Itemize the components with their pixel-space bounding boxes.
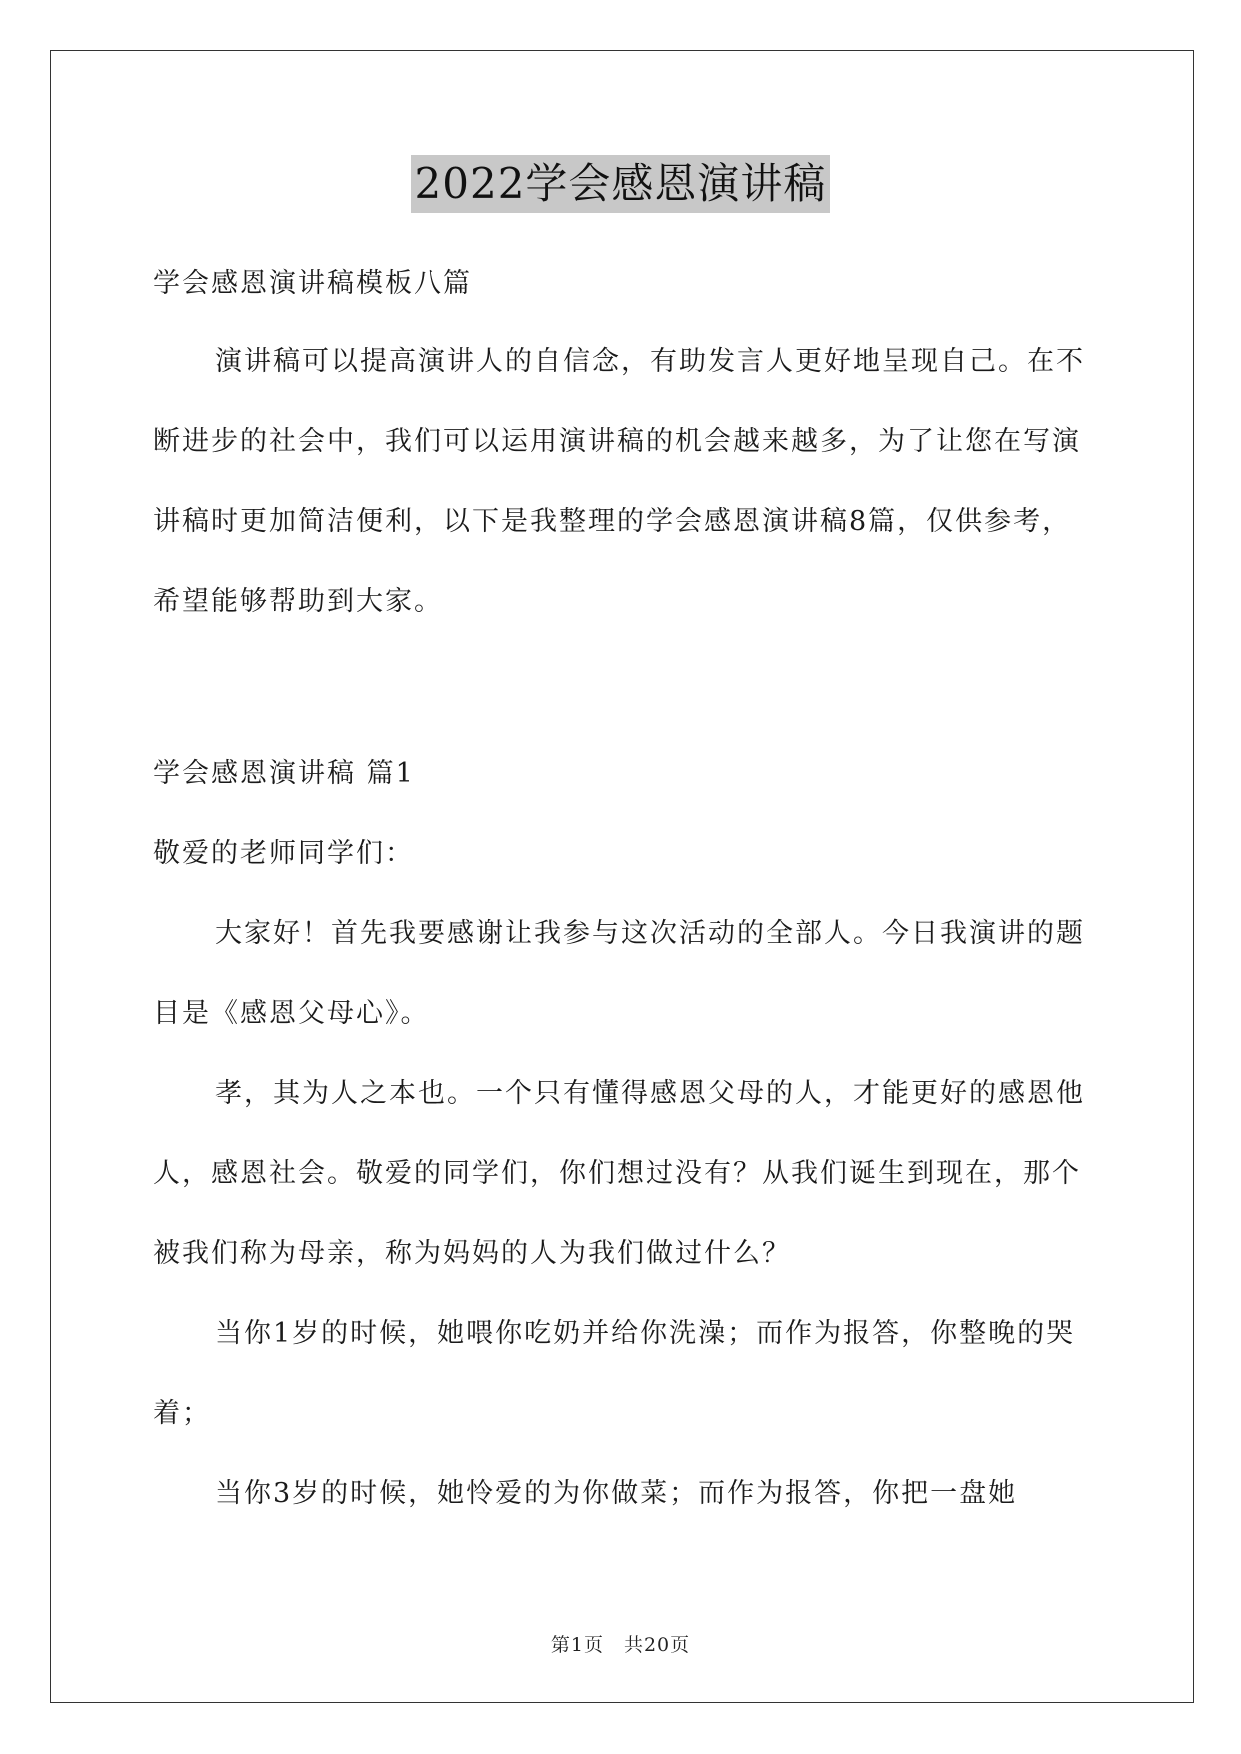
body-paragraph-2: 孝，其为人之本也。一个只有懂得感恩父母的人，才能更好的感恩他人，感恩社会。敬爱的同学们，你们想过没有？从我们诞生到现在，那个被我们称为母亲，称为妈妈的人为我们做过什么？ xyxy=(153,1078,1085,1269)
section-heading: 学会感恩演讲稿 篇1 xyxy=(153,758,415,789)
intro-paragraph: 演讲稿可以提高演讲人的自信念，有助发言人更好地呈现自己。在不断进步的社会中，我们可以运用演讲稿的机会越来越多，为了让您在写演讲稿时更加简洁便利，以下是我整理的学会感恩演讲稿8篇，仅供参考，希望能够帮助到大家。 xyxy=(153,346,1085,617)
page-number: 第1页 xyxy=(550,1634,604,1656)
body-paragraph-3: 当你1岁的时候，她喂你吃奶并给你洗澡；而作为报答，你整晚的哭着； xyxy=(153,1318,1076,1429)
document-title: 2022学会感恩演讲稿 xyxy=(411,155,831,213)
page-total: 共20页 xyxy=(623,1634,691,1656)
title-container xyxy=(0,155,1241,213)
document-body xyxy=(153,262,1093,1534)
body-paragraph-4: 当你3岁的时候，她怜爱的为你做菜；而作为报答，你把一盘她 xyxy=(215,1478,1018,1509)
salutation: 敬爱的老师同学们： xyxy=(153,838,414,869)
page-footer xyxy=(0,1630,1241,1657)
body-paragraph-1: 大家好！首先我要感谢让我参与这次活动的全部人。今日我演讲的题目是《感恩父母心》。 xyxy=(153,918,1085,1029)
document-subtitle: 学会感恩演讲稿模板八篇 xyxy=(153,268,472,299)
